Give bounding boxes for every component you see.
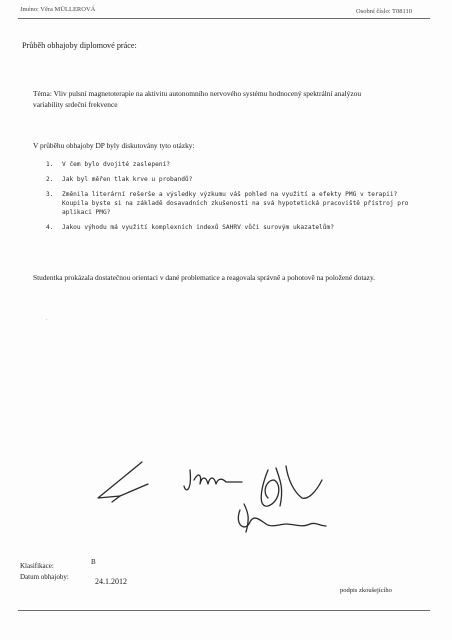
question-text: Jakou výhodu má využití komplexních indexů SAHRV vůči surovým ukazatelům?: [62, 224, 334, 231]
examiner-signature-label: podpis zkoušejícího: [340, 587, 392, 594]
header-rule: [18, 18, 430, 19]
stray-mark: .: [46, 316, 48, 322]
question-number: 1.: [46, 161, 54, 168]
defense-date-label: Datum obhajoby:: [20, 573, 69, 581]
defense-date-value: 24.1.2012: [95, 577, 127, 586]
grade-label: Klasifikace:: [20, 562, 54, 570]
question-number: 4.: [46, 224, 54, 231]
question-item: [46, 190, 416, 217]
question-item: [46, 175, 416, 184]
question-number: 3.: [46, 191, 54, 198]
question-text: Změnila literární rešerše a výsledky výzkumu váš pohled na využití a efekty PMG v terapii? Koupila byste si na základě dosavadních zkušeností na svá hypotetická pracoviště přístroj pro aplikaci PMG?: [62, 191, 409, 216]
question-text: V čem bylo dvojité zaslepení?: [62, 161, 171, 168]
section-title: Průběh obhajoby diplomové práce:: [22, 41, 137, 50]
grade-value: B: [91, 558, 96, 566]
study-number: Osobní číslo: T08110: [356, 8, 412, 15]
handwritten-signatures: [90, 440, 350, 540]
footer-rule: [18, 610, 430, 611]
question-number: 2.: [46, 176, 54, 183]
student-name: Jméno: Věra MÜLLEROVÁ: [20, 6, 96, 13]
question-item: [46, 223, 416, 232]
conclusion-text: Studentka prokázala dostatečnou orientaci v dané problematice a reagovala správně a pohotově na položené dotazy.: [33, 273, 376, 282]
question-list: [46, 160, 416, 238]
question-text: Jak byl měřen tlak krve u probandů?: [62, 176, 193, 183]
questions-intro: V průběhu obhajoby DP byly diskutovány tyto otázky:: [33, 141, 195, 150]
question-item: [46, 160, 416, 169]
thesis-topic: Téma: Vliv pulsní magnetoterapie na aktivitu autonomního nervového systému hodnocený spektrální analýzou variability srdeční frekvence: [33, 89, 362, 109]
